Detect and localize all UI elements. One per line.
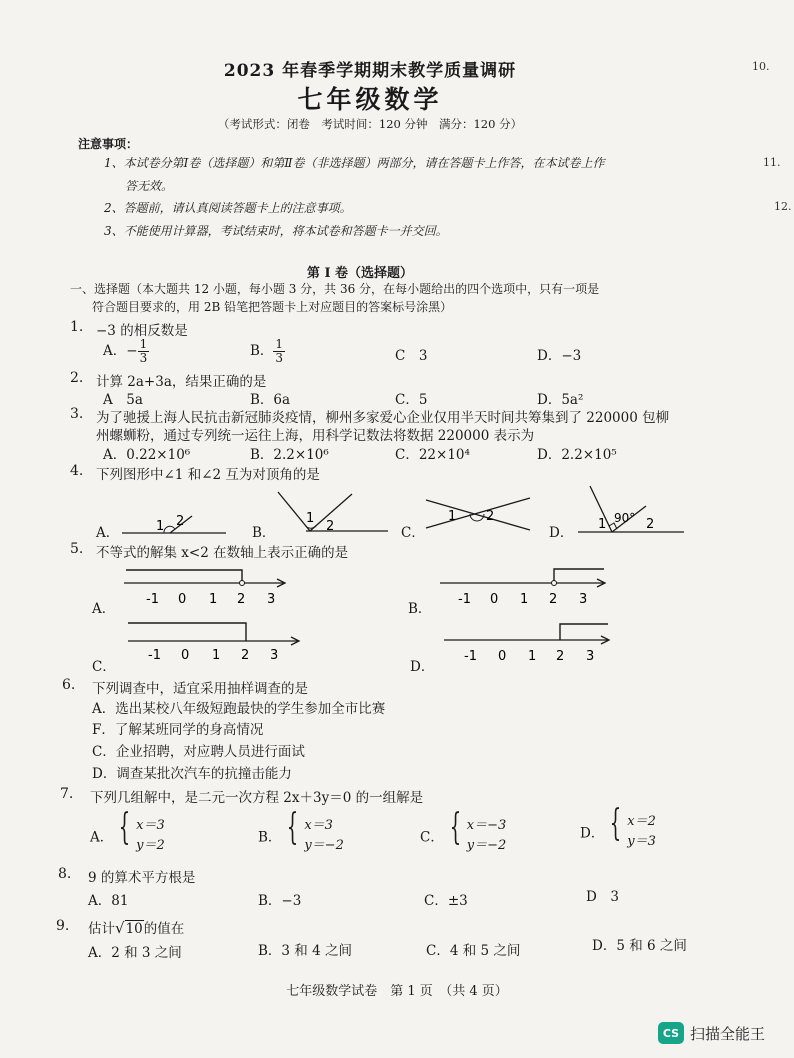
option-a: A．选出某校八年级短跑最快的学生参加全市比赛 (92, 701, 386, 717)
radicand: 10 (125, 921, 143, 937)
page-footer: 七年级数学试卷 第 1 页 （共 4 页） (286, 984, 508, 999)
next-page-number: 10. (752, 60, 770, 73)
option-a: A． { x＝3 y＝2 (90, 807, 165, 853)
svg-text:3: 3 (579, 592, 588, 607)
number-line-d (440, 618, 615, 666)
option-a: A．81 (88, 893, 129, 909)
section-title: 第 Ⅰ 卷（选择题） (306, 266, 414, 281)
option-d: D．2.2×10⁵ (537, 447, 617, 463)
option-d: D 3 (586, 889, 619, 905)
right-angle-label: 90° (614, 511, 636, 525)
option-d: D． { x＝2 y＝3 (580, 803, 656, 849)
option-c: C．企业招聘，对应聘人员进行面试 (92, 744, 305, 760)
svg-text:0: 0 (178, 592, 187, 607)
note-item: 2、答题前，请认真阅读答题卡上的注意事项。 (104, 201, 352, 215)
question-number: 9. (56, 918, 70, 934)
svg-text:-1: -1 (464, 649, 477, 664)
question-stem: 不等式的解集 x<2 在数轴上表示正确的是 (96, 545, 349, 561)
exam-title: 2023 年春季学期期末教学质量调研 (223, 61, 517, 81)
option-a: A． (96, 525, 120, 541)
angle-1-label: 1 (598, 517, 607, 532)
option-c: C 3 (395, 348, 428, 364)
watermark-text: 扫描全能王 (690, 1024, 766, 1043)
option-d: D． (549, 525, 574, 541)
svg-text:0: 0 (498, 649, 507, 664)
question-number: 3. (70, 406, 84, 422)
note-item: 1、本试卷分第Ⅰ卷（选择题）和第Ⅱ卷（非选择题）两部分，请在答题卡上作答，在本试卷上作 (104, 156, 605, 170)
angle-2-label: 2 (646, 517, 655, 532)
svg-text:3: 3 (267, 592, 276, 607)
question-stem: 下列调查中，适宜采用抽样调查的是 (92, 681, 308, 697)
question-number: 6. (62, 677, 76, 693)
subject-title: 七年级数学 (297, 85, 443, 114)
question-stem: 计算 2a+3a，结果正确的是 (96, 374, 267, 390)
angle-2-label: 2 (176, 514, 185, 529)
svg-text:2: 2 (241, 648, 250, 663)
question-number: 2. (70, 370, 84, 386)
option-d: D． (410, 659, 435, 675)
option-b: B．6a (250, 392, 291, 408)
angle-2-label: 2 (326, 519, 335, 534)
option-c: C． (401, 525, 425, 541)
option-d: D．5a² (537, 392, 584, 408)
option-b: F．了解某班同学的身高情况 (92, 722, 264, 738)
svg-text:3: 3 (270, 648, 279, 663)
question-number: 1. (70, 319, 84, 335)
svg-text:1: 1 (212, 648, 221, 663)
question-number: 7. (60, 786, 74, 802)
question-number: 8. (58, 866, 72, 882)
question-number: 5. (70, 541, 84, 557)
option-a: A．− $\frac{1}{3}$ (103, 337, 148, 365)
angle-1-label: 1 (448, 509, 457, 524)
angle-figure-c (420, 494, 535, 534)
option-c: C． (92, 659, 116, 675)
camscanner-logo-icon: CS (658, 1022, 684, 1044)
option-b: B．3 和 4 之间 (258, 943, 352, 959)
question-stem-cont: 州螺蛳粉，通过专列统一运往上海，用科学记数法将数据 220000 表示为 (96, 428, 535, 444)
option-b: B． (252, 525, 276, 541)
svg-text:2: 2 (556, 649, 565, 664)
question-stem: 下列几组解中，是二元一次方程 2x＋3y＝0 的一组解是 (90, 790, 424, 806)
option-a: A．0.22×10⁶ (103, 447, 191, 463)
next-page-number: 12. (774, 200, 792, 213)
scanner-watermark (658, 1022, 765, 1044)
angle-figure-b (270, 488, 390, 538)
option-b: B．2.2×10⁶ (250, 447, 329, 463)
section-intro: 符合题目要求的，用 2B 铅笔把答题卡上对应题目的答案标号涂黑） (92, 300, 453, 314)
option-d: D．调查某批次汽车的抗撞击能力 (92, 766, 292, 782)
svg-text:1: 1 (520, 592, 529, 607)
svg-text:1: 1 (209, 592, 218, 607)
angle-figure-d (576, 482, 686, 538)
question-stem: 9 的算术平方根是 (88, 870, 196, 886)
question-number: 4. (70, 463, 84, 479)
option-b: B． $\frac{1}{3}$ (250, 337, 284, 365)
option-c: C．22×10⁴ (395, 447, 470, 463)
angle-1-label: 1 (306, 511, 315, 526)
number-line-c (124, 617, 304, 665)
option-a: A．2 和 3 之间 (88, 945, 182, 961)
question-stem: 为了驰援上海人民抗击新冠肺炎疫情，柳州多家爱心企业仅用半天时间共筹集到了 220000 包柳 (96, 410, 670, 426)
next-page-number: 11. (763, 156, 781, 169)
option-b: B．−3 (258, 893, 302, 909)
svg-text:-1: -1 (146, 592, 159, 607)
number-line-a (120, 565, 290, 610)
option-b: B． (408, 601, 432, 617)
question-stem: −3 的相反数是 (96, 323, 188, 339)
option-a: A 5a (103, 392, 143, 408)
option-c: C．5 (395, 392, 428, 408)
svg-text:2: 2 (237, 592, 246, 607)
svg-text:0: 0 (490, 592, 499, 607)
notes-heading: 注意事项： (78, 137, 139, 151)
option-c: C．4 和 5 之间 (426, 943, 521, 959)
svg-text:-1: -1 (458, 592, 471, 607)
question-stem: 估计√10的值在 (88, 919, 185, 937)
option-a: A． (92, 601, 116, 617)
option-b: B． { x＝3 y＝−2 (258, 807, 344, 853)
option-d: D．−3 (537, 348, 582, 364)
option-c: C．±3 (424, 893, 468, 909)
option-d: D．5 和 6 之间 (592, 938, 687, 954)
question-stem: 下列图形中∠1 和∠2 互为对顶角的是 (96, 467, 320, 483)
option-c: C． { x＝−3 y＝−2 (420, 807, 507, 853)
section-intro: 一、选择题（本大题共 12 小题，每小题 3 分，共 36 分，在每小题给出的四个选项中，只有一项是 (70, 282, 600, 296)
exam-info: （考试形式：闭卷 考试时间：120 分钟 满分：120 分） (217, 117, 523, 131)
number-line-b (436, 565, 611, 610)
angle-figure-a (118, 488, 228, 538)
angle-2-label: 2 (486, 509, 495, 524)
note-item: 3、不能使用计算器，考试结束时，将本试卷和答题卡一并交回。 (104, 224, 448, 238)
svg-text:3: 3 (586, 649, 595, 664)
svg-text:-1: -1 (148, 648, 161, 663)
svg-text:2: 2 (549, 592, 558, 607)
angle-1-label: 1 (156, 519, 165, 534)
svg-text:1: 1 (528, 649, 537, 664)
note-item: 答无效。 (125, 179, 174, 193)
svg-text:0: 0 (181, 648, 190, 663)
